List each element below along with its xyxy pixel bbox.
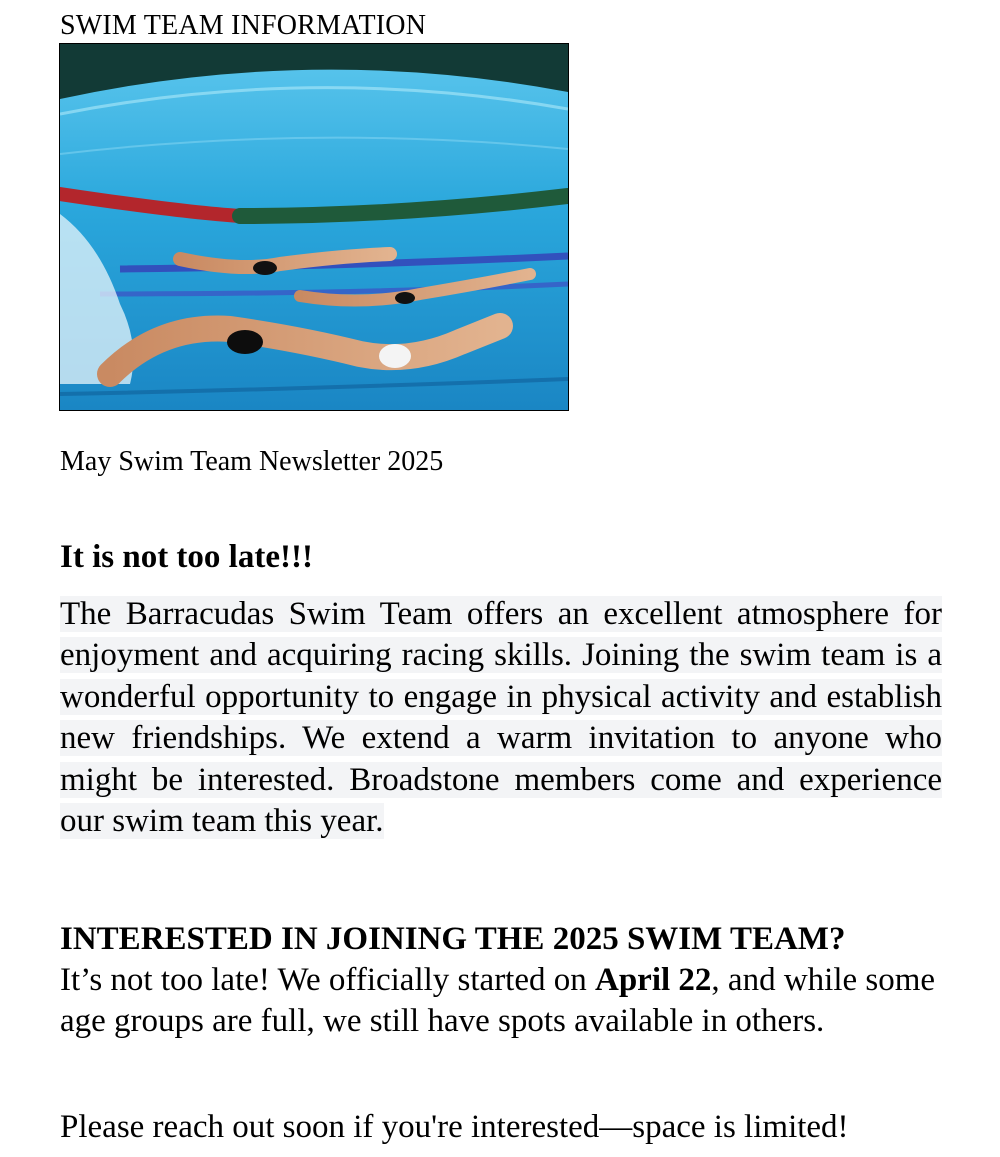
join-paragraph [60, 960, 960, 1043]
join-text-after: , and while some age groups are full, we still have spots available in others. [60, 962, 936, 1040]
swimmers-underwater-photo [59, 43, 569, 411]
intro-paragraph: The Barracudas Swim Team offers an excellent atmosphere for enjoyment and acquiring racing skills. Joining the swim team is a wonderful opportunity to engage in physical activity and establish new friendships. We extend a warm invitation to anyone who might be interested. Broadstone members come and experience our swim team this year. [60, 596, 942, 840]
page-header-title: SWIM TEAM INFORMATION [60, 10, 427, 41]
closing-line: Please reach out soon if you're interested—space is limited! [60, 1109, 849, 1145]
start-date: April 22 [595, 962, 712, 998]
intro-paragraph-block [60, 594, 942, 842]
join-section-heading: INTERESTED IN JOINING THE 2025 SWIM TEAM? [60, 921, 846, 957]
join-text-before: It’s not too late! We officially started on [60, 962, 595, 998]
intro-headline: It is not too late!!! [60, 539, 313, 575]
newsletter-date-line: May Swim Team Newsletter 2025 [60, 446, 444, 477]
